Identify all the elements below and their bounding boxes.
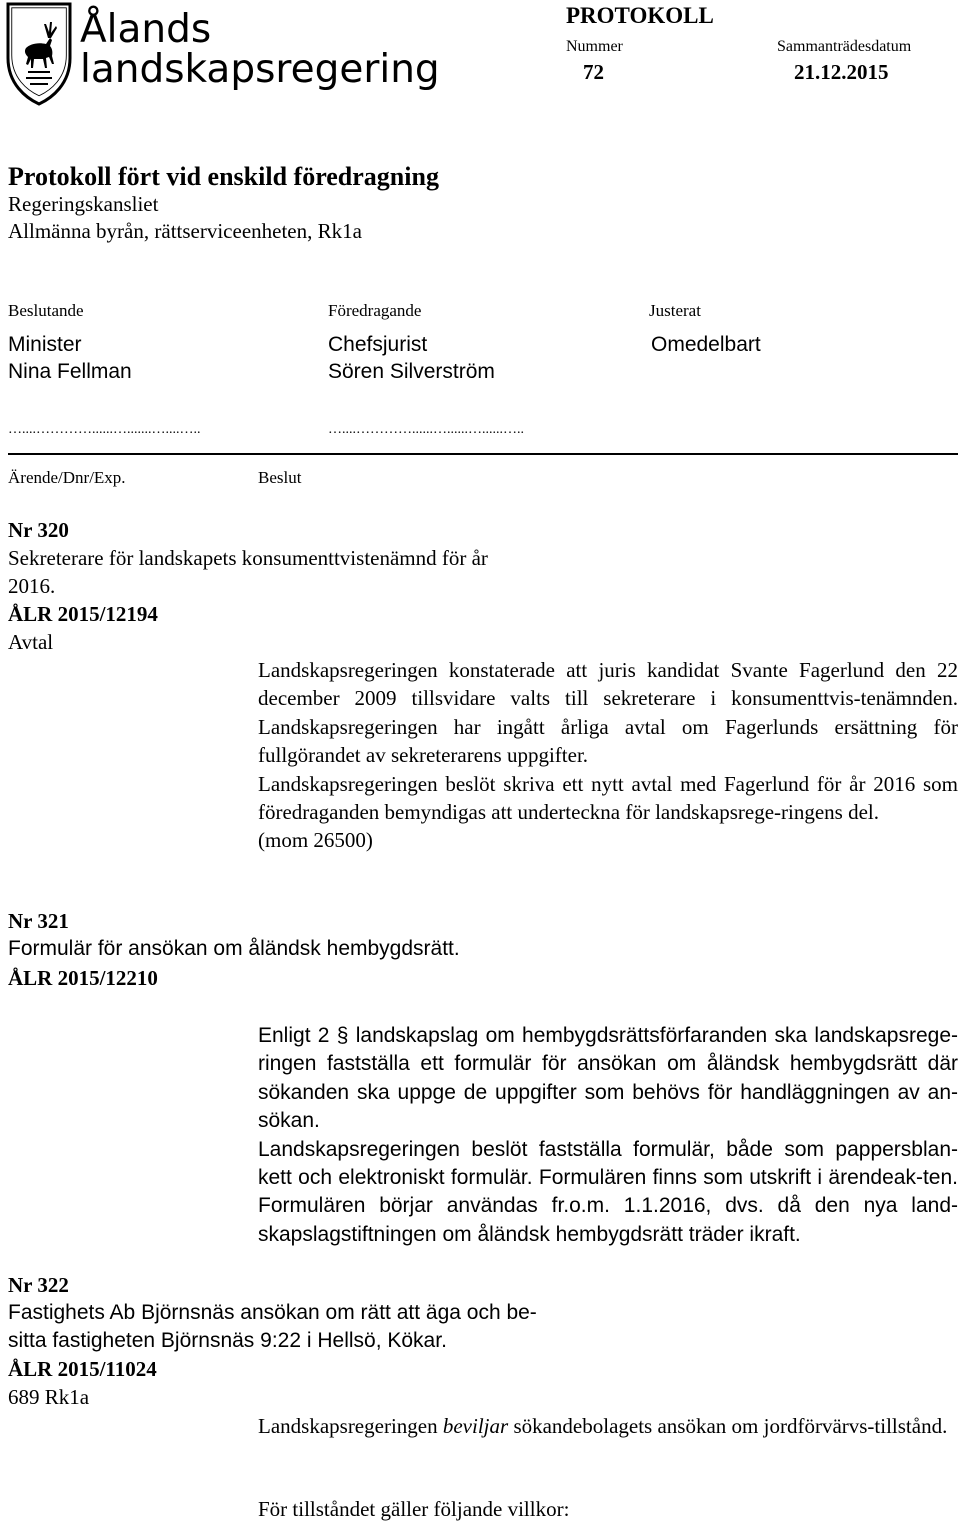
column-label-decision: Beslut [258, 468, 302, 487]
date-value: 21.12.2015 [794, 60, 889, 84]
department: Regeringskansliet [8, 192, 159, 216]
org-name-line2: landskapsregering [80, 47, 440, 92]
org-name-line1: Ålands [80, 7, 212, 52]
verified-label: Justerat [649, 301, 701, 320]
deer-emblem-icon [6, 2, 72, 106]
date-label: Sammanträdesdatum [777, 38, 912, 55]
column-label-case: Ärende/Dnr/Exp. [8, 468, 126, 487]
decision-text: sökandebolagets ansökan om jordförvärvs-tillstånd. [508, 1414, 948, 1438]
decision-emphasis: beviljar [442, 1414, 509, 1438]
item-number: Nr 320 [8, 518, 69, 542]
signature-line-decider: …....…………......….......…....….. [8, 422, 201, 437]
item-subject-line: sitta fastigheten Björnsnäs 9:22 i Hellsö, Kökar. [8, 1329, 447, 1352]
item-decision [258, 656, 958, 855]
signature-line-presenter: …....…………......…......…......….. [328, 422, 524, 437]
item-number: Nr 322 [8, 1273, 69, 1297]
presenter-name: Sören Silverström [328, 360, 495, 383]
decision-paragraph: Landskapsregeringen beslöt skriva ett nytt avtal med Fagerlund för år 2016 som föredraganden bemyndigas att underteckna för landskapsrege-ringens del. [258, 771, 958, 825]
presenter-role: Chefsjurist [328, 333, 428, 356]
verified-value: Omedelbart [651, 333, 761, 356]
unit: Allmänna byrån, rättserviceenheten, Rk1a [8, 219, 362, 243]
conditions-heading: För tillståndet gäller följande villkor: [258, 1497, 570, 1521]
item-subject-line: Fastighets Ab Björnsnäs ansökan om rätt att äga och be- [8, 1301, 537, 1324]
presenter-label: Föredragande [328, 301, 422, 320]
decision-text: Landskapsregeringen [258, 1414, 443, 1438]
item-decision [258, 1022, 958, 1249]
item-number: Nr 321 [8, 909, 69, 933]
item-subject-line: Formulär för ansökan om åländsk hembygdsrätt. [8, 937, 460, 960]
number-label: Nummer [566, 38, 623, 55]
number-value: 72 [583, 60, 604, 84]
page-title: Protokoll fört vid enskild föredragning [8, 162, 439, 191]
organization-logo [6, 2, 440, 108]
decider-name: Nina Fellman [8, 360, 132, 383]
item-extra: Avtal [8, 630, 54, 654]
item-decision [258, 1412, 958, 1440]
item-subject-line: Sekreterare för landskapets konsumenttvistenämnd för år [8, 546, 488, 570]
decision-paragraph: Enligt 2 § landskapslag om hembygdsrättsförfaranden ska landskapsrege-ringen fastställa ett formulär för ansökan om åländsk hembygdsrätt där sökanden ska uppge de uppgifter som behövs för handläggningen av an-sökan. [258, 1024, 958, 1133]
decider-role: Minister [8, 333, 82, 356]
document-type: PROTOKOLL [566, 3, 714, 28]
decision-paragraph: (mom 26500) [258, 828, 373, 853]
item-dnr: ÅLR 2015/11024 [8, 1357, 157, 1381]
decision-paragraph [258, 1412, 958, 1440]
decision-paragraph: Landskapsregeringen beslöt fastställa formulär, både som pappersblan-kett och elektroniskt formulär. Formulären finns som utskrift i ärendeak-ten. Formulären börjar användas fr.o.m. 1.1.2016, dvs. då den nya land-skapslagstiftningen om åländsk hembygdsrätt träder ikraft. [258, 1137, 958, 1246]
divider [8, 453, 958, 455]
item-subject-line: 2016. [8, 574, 56, 598]
decider-label: Beslutande [8, 301, 84, 320]
item-dnr: ÅLR 2015/12194 [8, 602, 158, 626]
decision-paragraph: Landskapsregeringen konstaterade att juris kandidat Svante Fagerlund den 22 december 2009 tillsvidare valts till sekreterare i konsumenttvis-tenämnden. Landskapsregeringen har ingått årliga avtal om Fagerlunds ersättning för fullgörandet av sekreterarens uppgifter. [258, 658, 958, 768]
item-dnr: ÅLR 2015/12210 [8, 966, 158, 990]
item-extra: 689 Rk1a [8, 1385, 90, 1409]
